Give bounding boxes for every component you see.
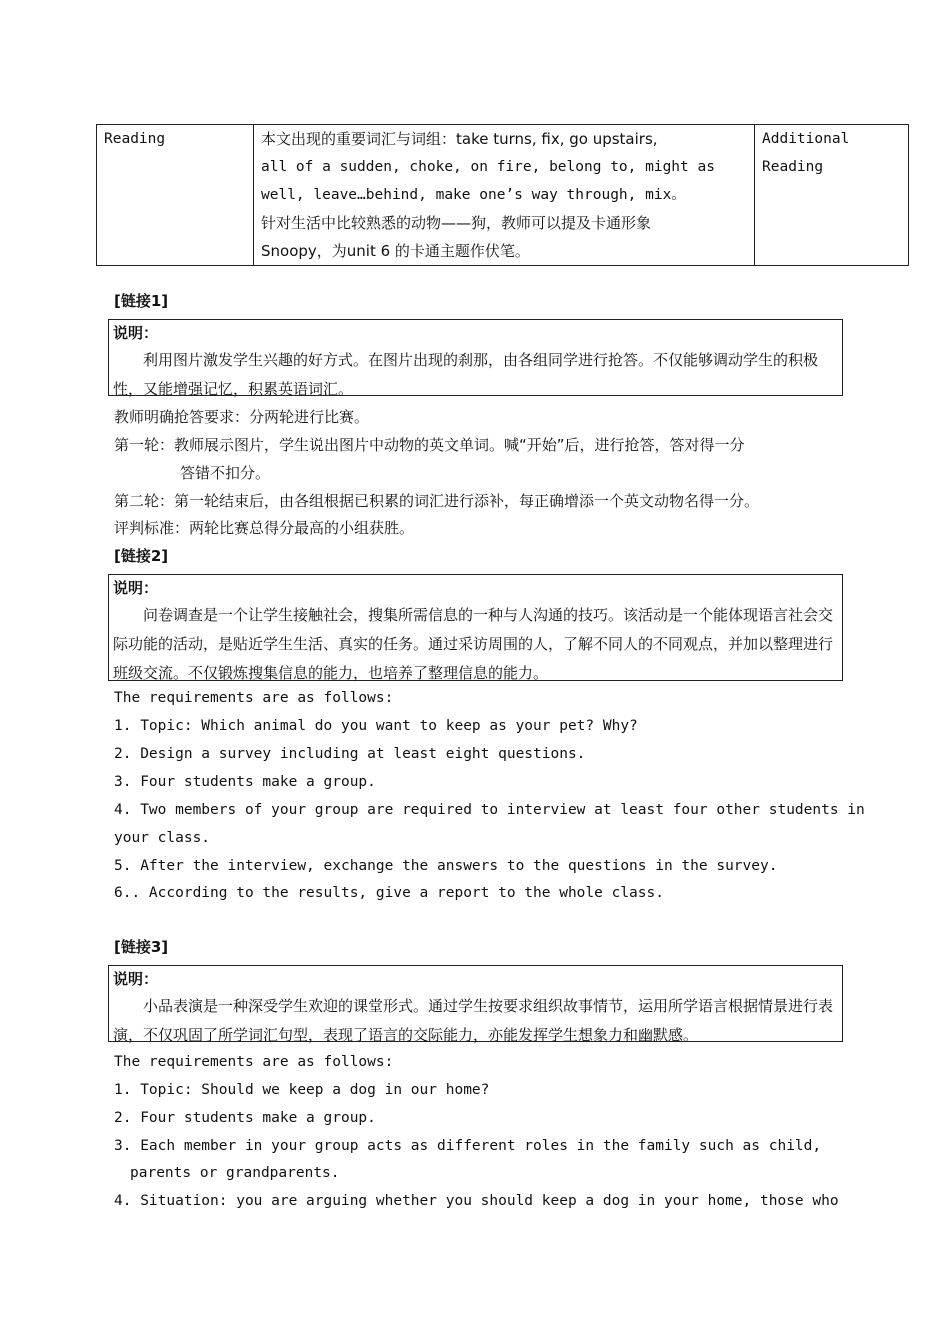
table-cell-additional — [755, 125, 909, 266]
link2-note-box — [108, 574, 843, 681]
note-body: 利用图片激发学生兴趣的好方式。在图片出现的刹那，由各组同学进行抢答。不仅能够调动学生的积极性，又能增强记忆，积累英语词汇。 — [113, 351, 819, 398]
vocab-line: Snoopy，为unit 6 的卡通主题作伏笔。 — [261, 242, 530, 260]
note-label: 说明： — [113, 579, 159, 597]
link2-heading: [链接2] — [114, 547, 169, 565]
link3-note-box — [108, 965, 843, 1042]
vocab-line: 针对生活中比较熟悉的动物——狗，教师可以提及卡通形象 — [261, 214, 652, 232]
requirements-intro: The requirements are as follows: — [114, 1054, 394, 1070]
rule-line: 第二轮：第一轮结束后，由各组根据已积累的词汇进行添补，每正确增添一个英文动物名得一分。 — [114, 492, 760, 510]
table-cell-reading — [97, 125, 254, 266]
link1-note-box — [108, 319, 843, 396]
requirement-item: your class. — [114, 830, 211, 846]
rule-line: 第一轮：教师展示图片，学生说出图片中动物的英文单词。喊“开始”后，进行抢答，答对得一分 — [114, 436, 745, 454]
requirement-item: 5. After the interview, exchange the answers to the questions in the survey. — [114, 858, 778, 874]
rule-line: 评判标准：两轮比赛总得分最高的小组获胜。 — [114, 519, 415, 537]
additional-line: Reading — [762, 159, 824, 175]
reading-table — [96, 124, 909, 266]
requirement-item: 1. Topic: Should we keep a dog in our home? — [114, 1082, 490, 1098]
vocab-line: well, leave…behind, make one’s way through, mix。 — [261, 187, 686, 203]
link3-heading: [链接3] — [114, 938, 169, 956]
requirement-item: 4. Situation: you are arguing whether you should keep a dog in your home, those who — [114, 1193, 839, 1209]
requirement-item: 2. Design a survey including at least eight questions. — [114, 746, 586, 762]
vocab-line: 本文出现的重要词汇与词组：take turns, fix, go upstairs, — [261, 130, 658, 148]
rule-line: 答错不扣分。 — [180, 464, 271, 482]
requirements-intro: The requirements are as follows: — [114, 690, 394, 706]
requirement-item: parents or grandparents. — [130, 1165, 340, 1181]
rule-line: 教师明确抢答要求：分两轮进行比赛。 — [114, 408, 370, 426]
note-body: 问卷调查是一个让学生接触社会，搜集所需信息的一种与人沟通的技巧。该活动是一个能体现语言社会交际功能的活动，是贴近学生生活、真实的任务。通过采访周围的人，了解不同人的不同观点，并加以整理进行班级交流。不仅锻炼搜集信息的能力，也培养了整理信息的能力。 — [113, 606, 834, 682]
requirement-item: 6.. According to the results, give a report to the whole class. — [114, 885, 664, 901]
table-cell-vocabulary — [254, 125, 755, 266]
additional-line: Additional — [762, 131, 850, 147]
link1-heading: [链接1] — [114, 292, 169, 310]
requirement-item: 3. Each member in your group acts as different roles in the family such as child, — [114, 1138, 822, 1154]
vocab-line: all of a sudden, choke, on fire, belong to, might as — [261, 159, 715, 175]
reading-label: Reading — [104, 131, 166, 147]
requirement-item: 3. Four students make a group. — [114, 774, 376, 790]
note-body: 小品表演是一种深受学生欢迎的课堂形式。通过学生按要求组织故事情节，运用所学语言根据情景进行表演，不仅巩固了所学词汇句型，表现了语言的交际能力，亦能发挥学生想象力和幽默感。 — [113, 997, 834, 1044]
requirement-item: 4. Two members of your group are required to interview at least four other students in — [114, 802, 865, 818]
note-label: 说明： — [113, 970, 159, 988]
requirement-item: 1. Topic: Which animal do you want to keep as your pet? Why? — [114, 718, 638, 734]
note-label: 说明： — [113, 324, 159, 342]
requirement-item: 2. Four students make a group. — [114, 1110, 376, 1126]
